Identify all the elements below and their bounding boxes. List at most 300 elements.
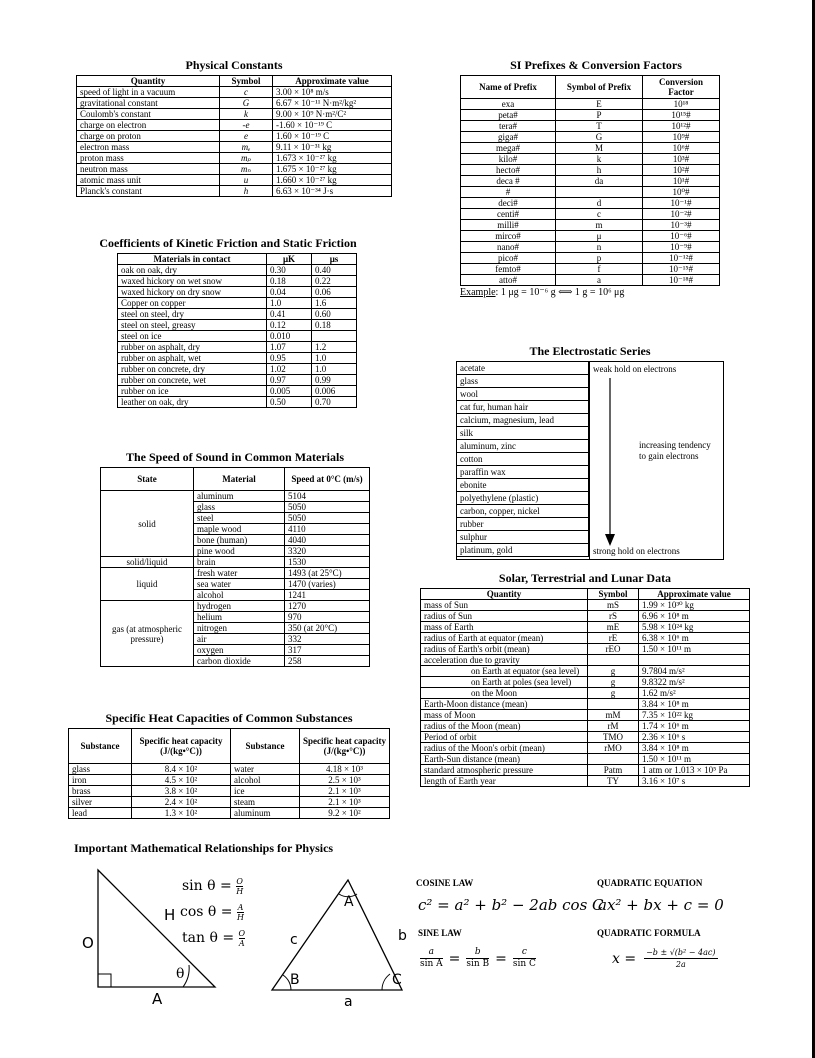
constant-symbol: mₙ [220, 164, 273, 175]
table-row [461, 187, 720, 198]
friction-mu-k: 0.010 [267, 331, 312, 342]
sound-material: alcohol [194, 590, 285, 601]
table-row [101, 557, 370, 568]
label-side-a: a [344, 994, 353, 1010]
solar-quantity: Earth-Sun distance (mean) [421, 754, 588, 765]
prefix-factor: 10⁶# [643, 143, 720, 154]
constant-quantity: charge on proton [77, 131, 220, 142]
prefix-symbol: c [556, 209, 643, 220]
quadratic-formula-label: QUADRATIC FORMULA [597, 928, 701, 938]
sin-fraction [236, 877, 243, 896]
heat-substance: steam [231, 797, 300, 808]
sine-law-label: SINE LAW [418, 928, 462, 938]
sin-label: sin θ = [182, 878, 232, 894]
solar-quantity: mass of Earth [421, 622, 588, 633]
prefix-symbol: E [556, 99, 643, 110]
friction-mu-k: 0.97 [267, 375, 312, 386]
sound-speed: 1493 (at 25°C) [285, 568, 370, 579]
table-row [118, 386, 357, 397]
sine-fraction-b [466, 947, 489, 970]
friction-material: oak on oak, dry [118, 265, 267, 276]
table-row [77, 142, 392, 153]
table-row [461, 231, 720, 242]
table-row [457, 440, 589, 453]
prefix-symbol: h [556, 165, 643, 176]
cosine-law-formula: c² = a² + b² − 2ab cos C [418, 896, 604, 914]
table-row [421, 688, 750, 699]
table-row [457, 544, 589, 557]
sound-state: liquid [101, 568, 194, 601]
friction-material: steel on steel, greasy [118, 320, 267, 331]
friction-mu-s [312, 331, 357, 342]
friction-material: rubber on asphalt, dry [118, 342, 267, 353]
constant-value: 6.63 × 10⁻³⁴ J·s [273, 186, 392, 197]
friction-mu-k: 0.41 [267, 309, 312, 320]
sound-material: sea water [194, 579, 285, 590]
friction-mu-s: 1.2 [312, 342, 357, 353]
solar-quantity: on the Moon [421, 688, 588, 699]
table-row [461, 209, 720, 220]
constant-quantity: Planck's constant [77, 186, 220, 197]
cosine-law-label: COSINE LAW [416, 878, 474, 888]
heat-capacity: 8.4 × 10² [132, 764, 231, 775]
math-title: Important Mathematical Relationships for Physics [74, 841, 334, 855]
prefix-symbol: p [556, 253, 643, 264]
friction-mu-s: 1.6 [312, 298, 357, 309]
solar-quantity: radius of Earth's orbit (mean) [421, 644, 588, 655]
constant-quantity: electron mass [77, 142, 220, 153]
prefix-factor: 10⁻¹²# [643, 253, 720, 264]
table-row [421, 743, 750, 754]
solar-symbol: rM [588, 721, 639, 732]
solar-symbol [588, 655, 639, 666]
sound-speed: 317 [285, 645, 370, 656]
sine-den-a: sin A [420, 959, 443, 969]
sound-material: air [194, 634, 285, 645]
constant-value: 3.00 × 10⁸ m/s [273, 87, 392, 98]
solar-value: 1.50 × 10¹¹ m [639, 754, 750, 765]
solar-symbol: g [588, 677, 639, 688]
table-row [69, 764, 390, 775]
electrostatic-material: ebonite [457, 479, 589, 492]
angle-c-arc [382, 974, 390, 990]
heat-substance: lead [69, 808, 132, 819]
solar-symbol: mE [588, 622, 639, 633]
prefix-factor: 10⁰# [643, 187, 720, 198]
table-row [457, 453, 589, 466]
quadratic-equation-label: QUADRATIC EQUATION [597, 878, 703, 888]
friction-material: rubber on ice [118, 386, 267, 397]
solar-quantity: Earth-Moon distance (mean) [421, 699, 588, 710]
label-vertex-a: A [344, 894, 354, 910]
heat-substance: iron [69, 775, 132, 786]
table-row [421, 721, 750, 732]
friction-mu-s: 0.40 [312, 265, 357, 276]
header-mu-s: μs [312, 254, 357, 265]
specific-heat-title: Specific Heat Capacities of Common Substances [105, 711, 353, 725]
constant-symbol: k [220, 109, 273, 120]
solar-quantity: length of Earth year [421, 776, 588, 787]
sound-speed: 5104 [285, 491, 370, 502]
solar-symbol: mM [588, 710, 639, 721]
solar-symbol: rEO [588, 644, 639, 655]
solar-value: 7.35 × 10²² kg [639, 710, 750, 721]
sound-speed: 5050 [285, 513, 370, 524]
electrostatic-material: aluminum, zinc [457, 440, 589, 453]
sound-material: maple wood [194, 524, 285, 535]
trig-ratios [182, 873, 245, 951]
solar-value: 9.7804 m/s² [639, 666, 750, 677]
friction-material: waxed hickory on wet snow [118, 276, 267, 287]
prefix-name: mega# [461, 143, 556, 154]
prefix-symbol: G [556, 132, 643, 143]
friction-mu-k: 1.07 [267, 342, 312, 353]
table-row [457, 518, 589, 531]
constant-symbol: G [220, 98, 273, 109]
tan-denominator: A [238, 938, 245, 948]
header-substance-2: Substance [231, 729, 300, 764]
table-row [118, 265, 357, 276]
quadratic-numerator: −b ± √(b² − 4ac) [646, 948, 716, 957]
constant-quantity: proton mass [77, 153, 220, 164]
table-row [461, 253, 720, 264]
prefix-name: deci# [461, 198, 556, 209]
sound-speed: 1270 [285, 601, 370, 612]
strong-hold-label: strong hold on electrons [593, 546, 680, 556]
table-row [457, 414, 589, 427]
sound-section [100, 450, 370, 667]
sound-material: steel [194, 513, 285, 524]
solar-quantity: radius of Earth at equator (mean) [421, 633, 588, 644]
table-row [461, 264, 720, 275]
constant-quantity: gravitational constant [77, 98, 220, 109]
table-row [77, 87, 392, 98]
sine-fraction-a [420, 947, 443, 970]
table-row [421, 666, 750, 677]
friction-mu-k: 0.95 [267, 353, 312, 364]
sine-law-formula: $\frac{a}{\text{sin A}}$ = $\frac{b}{\text{sin B}}$ = $\frac{c}{\text{sin C}}$ [420, 947, 536, 969]
friction-material: rubber on asphalt, wet [118, 353, 267, 364]
sound-speed: 1530 [285, 557, 370, 568]
solar-symbol: rE [588, 633, 639, 644]
constant-symbol: u [220, 175, 273, 186]
constant-symbol: -e [220, 120, 273, 131]
table-row [421, 600, 750, 611]
solar-value: 3.84 × 10⁸ m [639, 743, 750, 754]
constant-symbol: mₑ [220, 142, 273, 153]
constant-symbol: c [220, 87, 273, 98]
header-materials: Materials in contact [118, 254, 267, 265]
table-row [77, 175, 392, 186]
table-row [461, 275, 720, 286]
label-hypotenuse: H [164, 906, 176, 924]
physical-constants-title: Physical Constants [185, 58, 283, 72]
friction-material: rubber on concrete, wet [118, 375, 267, 386]
solar-symbol: rMO [588, 743, 639, 754]
prefix-name: centi# [461, 209, 556, 220]
solar-value: 1.99 × 10³⁰ kg [639, 600, 750, 611]
friction-mu-s: 0.70 [312, 397, 357, 408]
tan-fraction [239, 929, 246, 948]
sin-numerator: O [236, 876, 243, 886]
header-value: Approximate value [273, 76, 392, 87]
table-row [461, 220, 720, 231]
solar-value: 6.38 × 10⁶ m [639, 633, 750, 644]
solar-quantity: standard atmospheric pressure [421, 765, 588, 776]
constant-value: 1.675 × 10⁻²⁷ kg [273, 164, 392, 175]
table-row [457, 479, 589, 492]
sound-material: pine wood [194, 546, 285, 557]
friction-mu-k: 0.12 [267, 320, 312, 331]
table-row [69, 808, 390, 819]
si-prefixes-title: SI Prefixes & Conversion Factors [510, 58, 682, 72]
header-solar-quantity: Quantity [421, 589, 588, 600]
table-row [461, 176, 720, 187]
prefix-factor: 10⁻²# [643, 209, 720, 220]
electrostatic-materials [456, 361, 589, 557]
sound-speed: 258 [285, 656, 370, 667]
table-row [77, 131, 392, 142]
header-material: Material [194, 468, 285, 491]
table-row [461, 143, 720, 154]
constant-value: 1.660 × 10⁻²⁷ kg [273, 175, 392, 186]
electrostatic-material: platinum, gold [457, 544, 589, 557]
table-row [118, 331, 357, 342]
constant-value: -1.60 × 10⁻¹⁹ C [273, 120, 392, 131]
heat-capacity: 3.8 × 10² [132, 786, 231, 797]
down-arrow-icon [602, 378, 618, 548]
si-example [460, 287, 732, 298]
electrostatic-material: acetate [457, 362, 589, 375]
solar-title: Solar, Terrestrial and Lunar Data [498, 571, 672, 585]
friction-mu-s: 0.18 [312, 320, 357, 331]
table-row [461, 121, 720, 132]
sound-title: The Speed of Sound in Common Materials [125, 450, 345, 464]
solar-symbol: g [588, 666, 639, 677]
heat-substance: silver [69, 797, 132, 808]
prefix-symbol: P [556, 110, 643, 121]
prefix-name: nano# [461, 242, 556, 253]
electrostatic-material: silk [457, 427, 589, 440]
weak-hold-label: weak hold on electrons [593, 364, 677, 374]
solar-value: 2.36 × 10⁶ s [639, 732, 750, 743]
table-row [118, 353, 357, 364]
table-row [457, 362, 589, 375]
solar-symbol [588, 754, 639, 765]
label-side-c: c [290, 932, 298, 948]
friction-material: steel on steel, dry [118, 309, 267, 320]
table-row [457, 492, 589, 505]
prefix-name: # [461, 187, 556, 198]
electrostatic-material: paraffin wax [457, 466, 589, 479]
solar-value: 9.8322 m/s² [639, 677, 750, 688]
solar-quantity: radius of the Moon (mean) [421, 721, 588, 732]
friction-mu-s: 0.99 [312, 375, 357, 386]
prefix-name: pico# [461, 253, 556, 264]
friction-mu-k: 1.02 [267, 364, 312, 375]
table-row [101, 601, 370, 612]
table-row [118, 309, 357, 320]
friction-mu-k: 0.18 [267, 276, 312, 287]
table-row [457, 466, 589, 479]
prefix-factor: 10⁻¹⁵# [643, 264, 720, 275]
table-row [77, 109, 392, 120]
friction-title: Coefficients of Kinetic Friction and Static Friction [99, 236, 357, 250]
header-mu-k: μK [267, 254, 312, 265]
table-row [69, 797, 390, 808]
tan-numerator: O [238, 928, 246, 938]
table-row [457, 505, 589, 518]
friction-mu-k: 0.005 [267, 386, 312, 397]
table-row [457, 531, 589, 544]
sound-speed: 332 [285, 634, 370, 645]
solar-quantity: on Earth at equator (sea level) [421, 666, 588, 677]
sound-material: fresh water [194, 568, 285, 579]
sine-den-c: sin C [512, 959, 536, 969]
table-row [118, 397, 357, 408]
solar-symbol: g [588, 688, 639, 699]
electrostatic-material: rubber [457, 518, 589, 531]
sound-material: oxygen [194, 645, 285, 656]
constant-quantity: atomic mass unit [77, 175, 220, 186]
friction-material: Copper on copper [118, 298, 267, 309]
sound-speed: 970 [285, 612, 370, 623]
table-row [461, 110, 720, 121]
prefix-factor: 10¹# [643, 176, 720, 187]
table-row [118, 375, 357, 386]
header-substance-1: Substance [69, 729, 132, 764]
table-row [118, 364, 357, 375]
sound-material: helium [194, 612, 285, 623]
header-speed: Speed at 0°C (m/s) [285, 468, 370, 491]
table-row [457, 375, 589, 388]
electrostatic-title: The Electrostatic Series [529, 344, 651, 358]
solar-symbol: rS [588, 611, 639, 622]
electrostatic-material: carbon, copper, nickel [457, 505, 589, 518]
heat-substance: ice [231, 786, 300, 797]
constant-quantity: charge on electron [77, 120, 220, 131]
sound-speed: 1241 [285, 590, 370, 601]
header-prefix-symbol: Symbol of Prefix [556, 76, 643, 99]
prefix-factor: 10¹⁵# [643, 110, 720, 121]
solar-value: 3.16 × 10⁷ s [639, 776, 750, 787]
prefix-factor: 10⁻¹# [643, 198, 720, 209]
table-row [421, 699, 750, 710]
table-row [421, 611, 750, 622]
table-row [69, 775, 390, 786]
prefix-symbol: m [556, 220, 643, 231]
solar-symbol: mS [588, 600, 639, 611]
table-row [421, 732, 750, 743]
sin-formula [182, 873, 245, 899]
right-angle-marker [98, 974, 111, 987]
solar-table [420, 588, 750, 787]
cos-formula [180, 899, 245, 925]
friction-mu-k: 0.50 [267, 397, 312, 408]
friction-table [117, 253, 357, 408]
physical-constants-table [76, 75, 392, 197]
prefix-symbol: d [556, 198, 643, 209]
table-row [461, 132, 720, 143]
table-row [77, 186, 392, 197]
table-row [461, 242, 720, 253]
friction-material: rubber on concrete, dry [118, 364, 267, 375]
constant-symbol: mₚ [220, 153, 273, 164]
heat-capacity: 2.5 × 10³ [300, 775, 390, 786]
friction-mu-k: 0.30 [267, 265, 312, 276]
solar-symbol: TY [588, 776, 639, 787]
constant-value: 6.67 × 10⁻¹¹ N·m²/kg² [273, 98, 392, 109]
si-example-text: : 1 μg = 10⁻⁶ g ⟺ 1 g = 10⁶ μg [495, 287, 625, 298]
prefix-factor: 10⁻⁶# [643, 231, 720, 242]
sine-num-a: a [420, 947, 443, 959]
solar-symbol: Patm [588, 765, 639, 776]
prefix-symbol: M [556, 143, 643, 154]
sound-material: glass [194, 502, 285, 513]
label-theta: θ [176, 966, 185, 982]
sound-material: carbon dioxide [194, 656, 285, 667]
table-row [457, 427, 589, 440]
table-row [421, 644, 750, 655]
cos-fraction [237, 903, 244, 922]
sound-table [100, 467, 370, 667]
friction-mu-k: 1.0 [267, 298, 312, 309]
table-row [421, 776, 750, 787]
prefix-name: hecto# [461, 165, 556, 176]
quadratic-fraction [644, 947, 717, 970]
tan-formula [182, 925, 245, 951]
header-state: State [101, 468, 194, 491]
prefix-symbol: n [556, 242, 643, 253]
header-prefix-name: Name of Prefix [461, 76, 556, 99]
solar-symbol [588, 699, 639, 710]
sound-material: nitrogen [194, 623, 285, 634]
table-row [421, 655, 750, 666]
table-row [461, 198, 720, 209]
table-row [421, 754, 750, 765]
table-row [118, 320, 357, 331]
heat-capacity: 2.1 × 10³ [300, 786, 390, 797]
heat-capacity: 1.3 × 10² [132, 808, 231, 819]
heat-substance: brass [69, 786, 132, 797]
friction-mu-s: 0.06 [312, 287, 357, 298]
table-row [77, 164, 392, 175]
sound-material: aluminum [194, 491, 285, 502]
heat-capacity: 2.1 × 10³ [300, 797, 390, 808]
friction-mu-s: 0.22 [312, 276, 357, 287]
solar-value [639, 655, 750, 666]
sound-state: solid/liquid [101, 557, 194, 568]
constant-quantity: neutron mass [77, 164, 220, 175]
sound-speed: 350 (at 20°C) [285, 623, 370, 634]
table-row [77, 153, 392, 164]
heat-substance: alcohol [231, 775, 300, 786]
friction-mu-s: 1.0 [312, 364, 357, 375]
table-row [421, 710, 750, 721]
prefix-name: tera# [461, 121, 556, 132]
header-shc-2: Specific heat capacity (J/(kg•°C)) [300, 729, 390, 764]
prefix-factor: 10²# [643, 165, 720, 176]
solar-symbol: TMO [588, 732, 639, 743]
header-solar-symbol: Symbol [588, 589, 639, 600]
prefix-factor: 10⁻³# [643, 220, 720, 231]
table-row [118, 298, 357, 309]
header-shc-1: Specific heat capacity (J/(kg•°C)) [132, 729, 231, 764]
heat-substance: glass [69, 764, 132, 775]
prefix-factor: 10⁻¹⁸# [643, 275, 720, 286]
si-prefixes-table [460, 75, 720, 286]
solar-quantity: mass of Sun [421, 600, 588, 611]
